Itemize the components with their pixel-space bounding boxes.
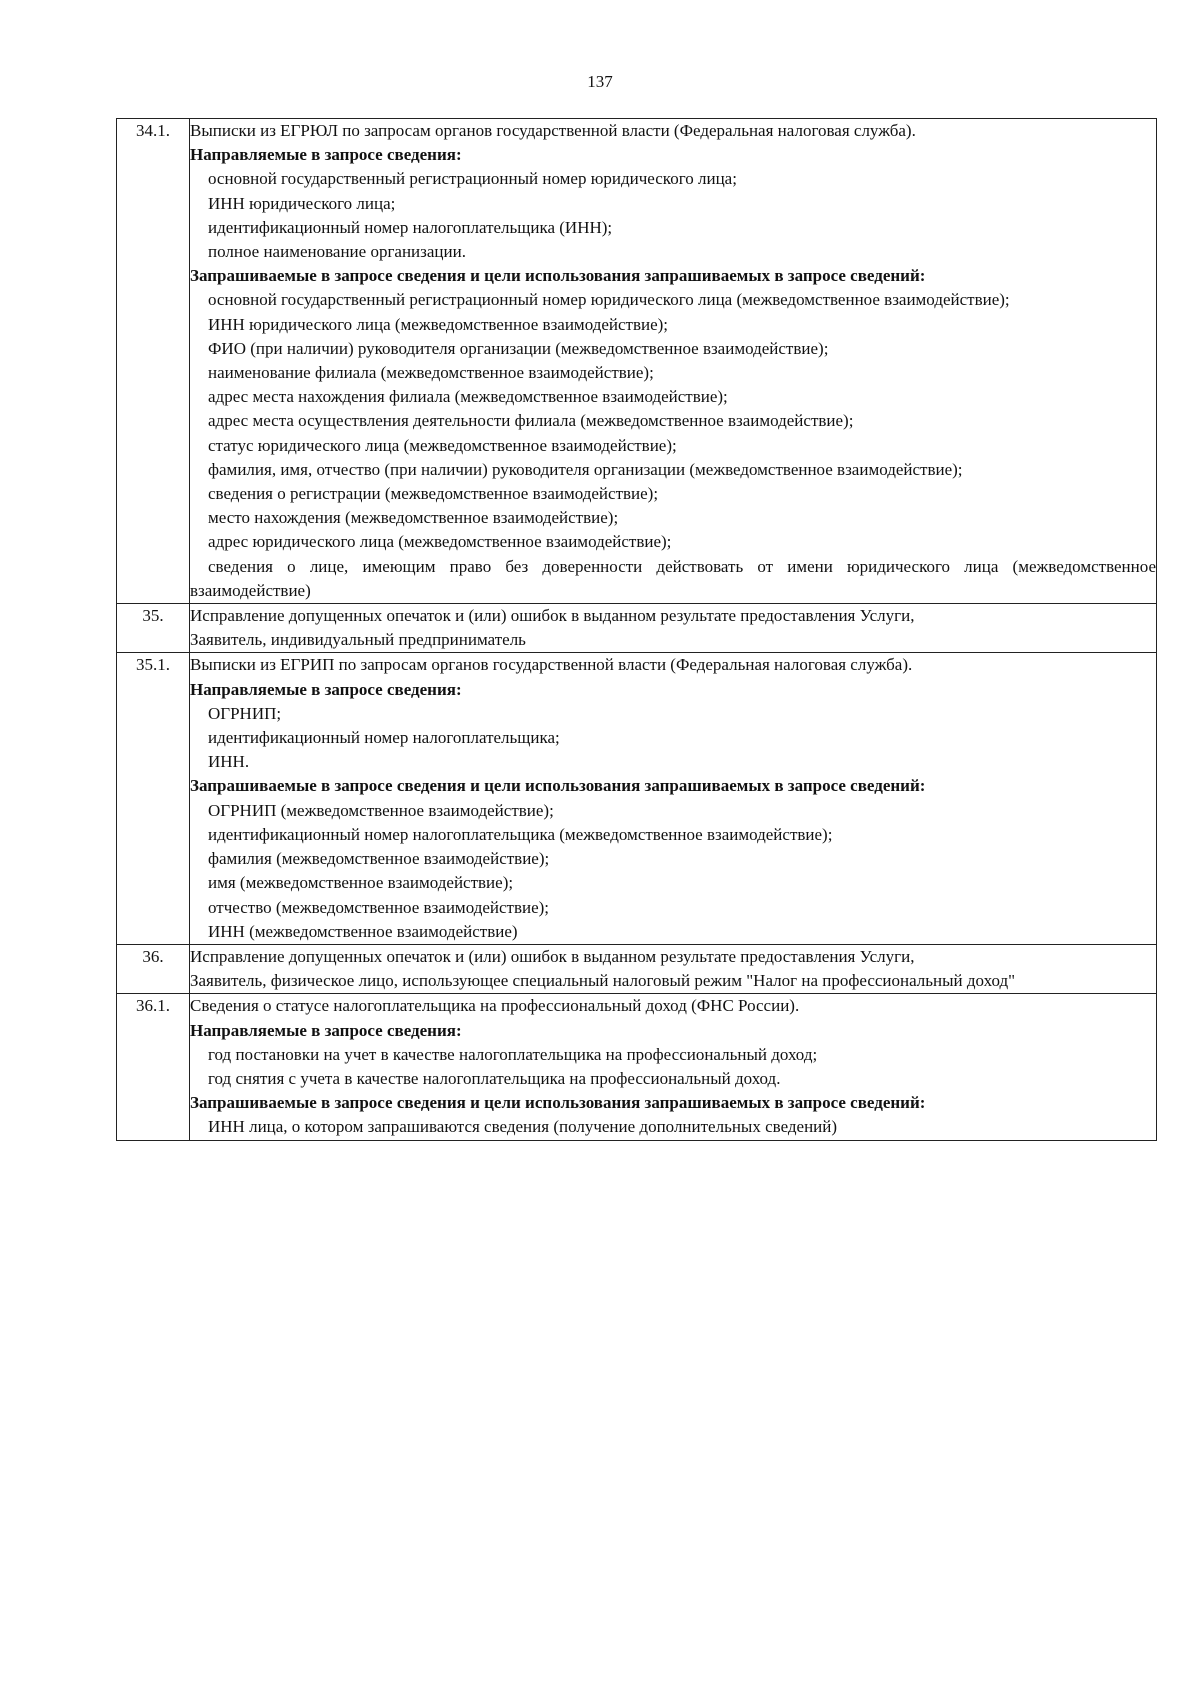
content-line: имя (межведомственное взаимодействие); bbox=[208, 873, 514, 893]
table-row bbox=[117, 994, 1157, 1140]
content-line: ИНН. bbox=[208, 752, 250, 772]
row-content bbox=[190, 994, 1157, 1140]
table-row bbox=[117, 604, 1157, 653]
content-line: наименование филиала (межведомственное взаимодействие); bbox=[208, 363, 654, 383]
content-line: отчество (межведомственное взаимодействие); bbox=[208, 897, 550, 917]
content-line: идентификационный номер налогоплательщика; bbox=[208, 728, 560, 748]
row-content bbox=[190, 119, 1157, 604]
content-line: Исправление допущенных опечаток и (или) ошибок в выданном результате предоставления Услуги, bbox=[190, 606, 915, 626]
section-heading: Запрашиваемые в запросе сведения и цели использования запрашиваемых в запросе сведений: bbox=[190, 1093, 926, 1113]
row-number: 36. bbox=[117, 944, 190, 993]
content-line: адрес места осуществления деятельности филиала (межведомственное взаимодействие); bbox=[208, 411, 854, 431]
content-line: основной государственный регистрационный номер юридического лица (межведомственное взаимодействие); bbox=[208, 290, 1010, 310]
row-number: 34.1. bbox=[117, 119, 190, 604]
content-line: ИНН юридического лица; bbox=[208, 193, 396, 213]
row-number: 35. bbox=[117, 604, 190, 653]
content-line: год постановки на учет в качестве налогоплательщика на профессиональный доход; bbox=[208, 1044, 818, 1064]
table-body bbox=[117, 119, 1157, 1141]
content-line: идентификационный номер налогоплательщика (межведомственное взаимодействие); bbox=[208, 824, 833, 844]
content-line: основной государственный регистрационный номер юридического лица; bbox=[208, 169, 737, 189]
content-line: адрес места нахождения филиала (межведомственное взаимодействие); bbox=[208, 387, 728, 407]
section-heading: Запрашиваемые в запросе сведения и цели использования запрашиваемых в запросе сведений: bbox=[190, 266, 926, 286]
row-content bbox=[190, 944, 1157, 993]
content-line: ИНН лица, о котором запрашиваются сведения (получение дополнительных сведений) bbox=[208, 1117, 838, 1137]
content-line: ОГРНИП; bbox=[208, 703, 282, 723]
row-number: 36.1. bbox=[117, 994, 190, 1140]
content-line: ОГРНИП (межведомственное взаимодействие); bbox=[208, 800, 554, 820]
content-line: адрес юридического лица (межведомственное взаимодействие); bbox=[208, 532, 672, 552]
row-content bbox=[190, 604, 1157, 653]
content-line: ФИО (при наличии) руководителя организации (межведомственное взаимодействие); bbox=[208, 338, 829, 358]
content-line: сведения о лице, имеющим право без доверенности действовать от имени юридического лица (межведомственное взаимодействие) bbox=[190, 556, 1156, 600]
section-heading: Направляемые в запросе сведения: bbox=[190, 679, 462, 699]
content-line: Исправление допущенных опечаток и (или) ошибок в выданном результате предоставления Услуги, bbox=[190, 946, 915, 966]
section-heading: Запрашиваемые в запросе сведения и цели использования запрашиваемых в запросе сведений: bbox=[190, 776, 926, 796]
content-line: полное наименование организации. bbox=[208, 242, 466, 262]
content-line: Выписки из ЕГРЮЛ по запросам органов государственной власти (Федеральная налоговая служба). bbox=[190, 121, 916, 140]
content-line: Заявитель, физическое лицо, использующее специальный налоговый режим "Налог на профессиональный доход" bbox=[190, 971, 1016, 991]
content-line: фамилия (межведомственное взаимодействие); bbox=[208, 849, 550, 869]
content-line: идентификационный номер налогоплательщика (ИНН); bbox=[208, 217, 613, 237]
content-line: Сведения о статусе налогоплательщика на профессиональный доход (ФНС России). bbox=[190, 996, 800, 1016]
section-heading: Направляемые в запросе сведения: bbox=[190, 1020, 462, 1040]
section-heading: Направляемые в запросе сведения: bbox=[190, 145, 462, 165]
content-line: ИНН (межведомственное взаимодействие) bbox=[208, 921, 518, 941]
content-line: статус юридического лица (межведомственное взаимодействие); bbox=[208, 435, 677, 455]
table-row bbox=[117, 653, 1157, 944]
content-line: Выписки из ЕГРИП по запросам органов государственной власти (Федеральная налоговая служба). bbox=[190, 655, 913, 675]
content-line: Заявитель, индивидуальный предприниматель bbox=[190, 630, 526, 650]
content-line: год снятия с учета в качестве налогоплательщика на профессиональный доход. bbox=[208, 1068, 781, 1088]
content-line: место нахождения (межведомственное взаимодействие); bbox=[208, 508, 619, 528]
services-table bbox=[116, 118, 1157, 1141]
row-content bbox=[190, 653, 1157, 944]
table-row bbox=[117, 944, 1157, 993]
table-row bbox=[117, 119, 1157, 604]
page-number: 137 bbox=[587, 72, 613, 91]
row-number: 35.1. bbox=[117, 653, 190, 944]
content-line: сведения о регистрации (межведомственное взаимодействие); bbox=[208, 484, 659, 504]
content-line: фамилия, имя, отчество (при наличии) руководителя организации (межведомственное взаимодействие); bbox=[208, 459, 963, 479]
content-line: ИНН юридического лица (межведомственное взаимодействие); bbox=[208, 314, 669, 334]
